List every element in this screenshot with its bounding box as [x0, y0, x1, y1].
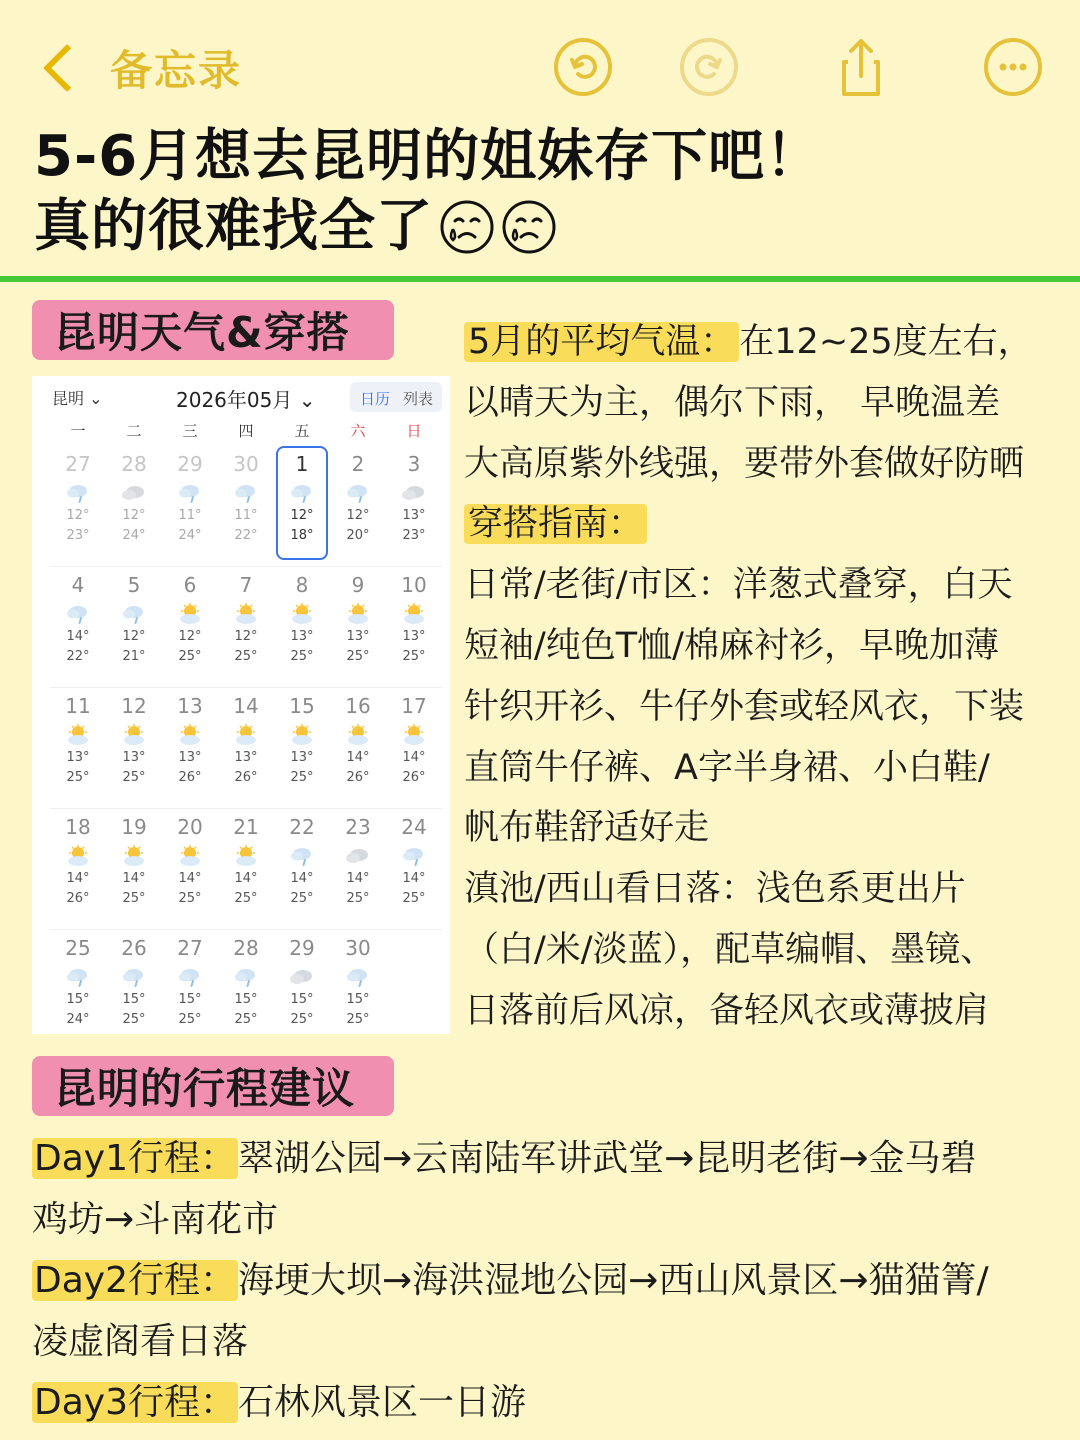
- day-number: 14: [233, 694, 259, 718]
- cloud-rain-icon: [288, 845, 316, 867]
- calendar-week-row: [50, 688, 442, 809]
- day-number: 29: [289, 936, 315, 960]
- temp-low: 12°: [122, 629, 146, 644]
- title-line-2: [34, 192, 1054, 262]
- section-heading-itinerary: 昆明的行程建议: [32, 1056, 394, 1116]
- outfit-line: 日落前后风凉，备轻风衣或薄披肩: [464, 990, 990, 1031]
- sun-cloud-icon: [176, 603, 204, 625]
- calendar-day: [386, 930, 442, 1051]
- temp-high: 23°: [66, 528, 90, 543]
- outfit-line: 日常/老街/市区：洋葱式叠穿，白天: [464, 565, 1013, 606]
- calendar-week-row: [50, 930, 442, 1051]
- day-number: 17: [401, 694, 427, 718]
- calendar-week-row: [50, 809, 442, 930]
- sun-cloud-icon: [176, 724, 204, 746]
- calendar-day[interactable]: [106, 688, 162, 808]
- day-number: 19: [121, 815, 147, 839]
- day-number: 22: [289, 815, 315, 839]
- city-selector[interactable]: 昆明 ⌄: [52, 389, 103, 408]
- sun-cloud-icon: [232, 724, 260, 746]
- temp-low: 14°: [346, 871, 370, 886]
- calendar-day[interactable]: [386, 688, 442, 808]
- temp-high: 25°: [66, 770, 90, 785]
- temp-high: 25°: [234, 649, 258, 664]
- temp-low: 13°: [122, 750, 146, 765]
- day-number: 12: [121, 694, 147, 718]
- cloud-rain-icon: [64, 603, 92, 625]
- tab-list[interactable]: 列表: [403, 390, 434, 408]
- temp-low: 12°: [66, 508, 90, 523]
- temp-high: 25°: [402, 649, 426, 664]
- temp-low: 12°: [122, 508, 146, 523]
- temp-low: 14°: [122, 871, 146, 886]
- calendar-day[interactable]: [330, 688, 386, 808]
- temp-high: 25°: [122, 1012, 146, 1027]
- temp-high: 20°: [346, 528, 370, 543]
- temp-high: 25°: [122, 770, 146, 785]
- outfit-line: 针织开衫、牛仔外套或轻风衣，下装: [464, 686, 1025, 727]
- calendar-grid: [50, 446, 442, 1051]
- temp-low: 14°: [402, 871, 426, 886]
- calendar-day[interactable]: [330, 446, 386, 566]
- temp-high: 26°: [234, 770, 258, 785]
- weekday-label: 五: [294, 422, 310, 440]
- temp-label: 5月的平均气温：: [464, 322, 739, 362]
- temp-low: 13°: [178, 750, 202, 765]
- temp-high: 25°: [346, 649, 370, 664]
- calendar-day[interactable]: [218, 688, 274, 808]
- temp-low: 13°: [66, 750, 90, 765]
- sun-cloud-icon: [64, 845, 92, 867]
- temp-low: 13°: [290, 629, 314, 644]
- outfit-line: （白/米/淡蓝），配草编帽、墨镜、: [464, 929, 996, 970]
- day1-line: [32, 1128, 1062, 1189]
- weekday-label: 日: [406, 422, 422, 440]
- day-number: 20: [177, 815, 203, 839]
- cloud-rain-icon: [344, 482, 372, 504]
- temp-high: 21°: [122, 649, 146, 664]
- day-number: 29: [177, 452, 203, 476]
- temp-low: 15°: [178, 992, 202, 1007]
- day-number: 30: [345, 936, 371, 960]
- temp-low: 12°: [346, 508, 370, 523]
- temp-high: 25°: [290, 891, 314, 906]
- cloud-rain-icon: [344, 966, 372, 988]
- weather-calendar: [32, 376, 450, 1034]
- sun-cloud-icon: [232, 603, 260, 625]
- day3-label: Day3行程：: [34, 1382, 236, 1423]
- temp-low: 11°: [178, 508, 202, 523]
- temp-high: 25°: [290, 649, 314, 664]
- calendar-day[interactable]: [218, 809, 274, 929]
- calendar-day-selected[interactable]: [274, 446, 330, 566]
- temp-high: 25°: [178, 1012, 202, 1027]
- sun-cloud-icon: [288, 724, 316, 746]
- day2-label: Day2行程：: [34, 1260, 236, 1301]
- day-number: 10: [401, 573, 427, 597]
- cloud-rain-icon: [232, 966, 260, 988]
- temp-low: 14°: [402, 750, 426, 765]
- day3-line: [32, 1372, 1062, 1433]
- cloud-rain-icon: [64, 966, 92, 988]
- temp-low: 13°: [234, 750, 258, 765]
- section-heading-weather: 昆明天气&穿搭: [32, 300, 394, 360]
- day-number: 4: [71, 573, 85, 597]
- temp-low: 13°: [290, 750, 314, 765]
- back-label: 备忘录: [110, 46, 243, 95]
- temp-high: 22°: [66, 649, 90, 664]
- temp-high: 26°: [178, 770, 202, 785]
- calendar-day[interactable]: [218, 567, 274, 687]
- day-number: 27: [177, 936, 203, 960]
- day2-route: 海埂大坝→海洪湿地公园→西山风景区→猫猫箐/: [238, 1260, 989, 1301]
- weather-line: 以晴天为主，偶尔下雨， 早晚温差: [464, 382, 1001, 423]
- temp-high: 26°: [346, 770, 370, 785]
- day1-label: Day1行程：: [34, 1138, 236, 1179]
- notes-toolbar: [0, 30, 1080, 106]
- outfit-line: 直筒牛仔裤、A字半身裙、小白鞋/: [464, 747, 990, 788]
- temp-low: 13°: [346, 629, 370, 644]
- redo-icon[interactable]: [678, 36, 740, 98]
- sun-cloud-icon: [344, 603, 372, 625]
- weather-description: [464, 312, 1074, 1042]
- calendar-day[interactable]: [50, 567, 106, 687]
- day1-route-cont: 鸡坊→斗南花市: [32, 1199, 279, 1240]
- day-number: 8: [295, 573, 309, 597]
- day-number: 5: [127, 573, 141, 597]
- cloud-rain-icon: [400, 845, 428, 867]
- temp-low: 13°: [402, 629, 426, 644]
- day2-route-cont: 凌虚阁看日落: [32, 1321, 249, 1362]
- calendar-day[interactable]: [386, 567, 442, 687]
- title-line-1: 5-6月想去昆明的姐妹存下吧！: [34, 124, 823, 189]
- month-selector[interactable]: 2026年05月 ⌄: [176, 388, 316, 412]
- title-line-2-text: 真的很难找全了: [34, 194, 433, 259]
- outfit-line: 帆布鞋舒适好走: [464, 808, 710, 849]
- day-number: 30: [233, 452, 259, 476]
- calendar-day[interactable]: [274, 930, 330, 1051]
- calendar-day[interactable]: [386, 446, 442, 566]
- temp-high: 24°: [122, 528, 146, 543]
- calendar-day[interactable]: [106, 809, 162, 929]
- calendar-day[interactable]: [386, 809, 442, 929]
- calendar-day[interactable]: [50, 930, 106, 1051]
- sun-cloud-icon: [288, 603, 316, 625]
- more-icon[interactable]: [982, 36, 1044, 98]
- weekday-label: 三: [182, 422, 198, 440]
- calendar-day[interactable]: [274, 567, 330, 687]
- calendar-week-row: [50, 567, 442, 688]
- day-number: 13: [177, 694, 203, 718]
- tab-calendar[interactable]: 日历: [360, 390, 391, 408]
- calendar-day[interactable]: [162, 930, 218, 1051]
- sun-cloud-icon: [400, 724, 428, 746]
- temp-low: 14°: [290, 871, 314, 886]
- temp-line: [464, 312, 1074, 373]
- temp-low: 14°: [178, 871, 202, 886]
- day-number: 28: [121, 452, 147, 476]
- sun-cloud-icon: [344, 724, 372, 746]
- cloud-rain-icon: [120, 603, 148, 625]
- undo-icon[interactable]: [552, 36, 614, 98]
- cloudy-icon: [288, 966, 316, 988]
- day3-route: 石林风景区一日游: [238, 1382, 527, 1423]
- temp-high: 25°: [122, 891, 146, 906]
- temp-high: 25°: [178, 649, 202, 664]
- sun-cloud-icon: [176, 845, 204, 867]
- calendar-day[interactable]: [218, 446, 274, 566]
- temp-high: 25°: [290, 770, 314, 785]
- calendar-day[interactable]: [218, 930, 274, 1051]
- calendar-week-row: [50, 446, 442, 567]
- temp-high: 25°: [346, 891, 370, 906]
- day-number: 28: [233, 936, 259, 960]
- day-number: 18: [65, 815, 91, 839]
- temp-high: 25°: [402, 891, 426, 906]
- weather-line: 大高原紫外线强，要带外套做好防晒: [464, 443, 1025, 484]
- day-number: 9: [351, 573, 365, 597]
- calendar-header: [32, 376, 450, 420]
- outfit-line: 短袖/纯色T恤/棉麻衬衫，早晚加薄: [464, 625, 999, 666]
- calendar-day[interactable]: [50, 446, 106, 566]
- crying-face-icon: [501, 199, 557, 255]
- temp-high: 22°: [234, 528, 258, 543]
- calendar-day[interactable]: [330, 567, 386, 687]
- day-number: 26: [121, 936, 147, 960]
- cloud-rain-icon: [176, 482, 204, 504]
- calendar-day[interactable]: [162, 688, 218, 808]
- temp-high: 26°: [66, 891, 90, 906]
- chevron-left-icon: [43, 44, 91, 92]
- cloud-rain-icon: [232, 482, 260, 504]
- cloud-rain-icon: [64, 482, 92, 504]
- temp-low: 14°: [66, 629, 90, 644]
- cloudy-icon: [400, 482, 428, 504]
- temp-high: 25°: [290, 1012, 314, 1027]
- sun-cloud-icon: [120, 845, 148, 867]
- calendar-day[interactable]: [106, 930, 162, 1051]
- weekday-label: 六: [350, 422, 366, 440]
- day1-route: 翠湖公园→云南陆军讲武堂→昆明老街→金马碧: [238, 1138, 977, 1179]
- calendar-day[interactable]: [162, 446, 218, 566]
- temp-low: 15°: [66, 992, 90, 1007]
- day-number: 16: [345, 694, 371, 718]
- calendar-day[interactable]: [162, 809, 218, 929]
- day-number: 23: [345, 815, 371, 839]
- divider-line: [0, 276, 1080, 282]
- weekday-label: 四: [238, 422, 254, 440]
- temp-high: 26°: [402, 770, 426, 785]
- weekday-label: 一: [70, 422, 86, 440]
- calendar-day[interactable]: [50, 688, 106, 808]
- cloud-rain-icon: [120, 966, 148, 988]
- calendar-day[interactable]: [330, 930, 386, 1051]
- day-number: 15: [289, 694, 315, 718]
- temp-low: 15°: [234, 992, 258, 1007]
- temp-high: 25°: [234, 891, 258, 906]
- cloud-rain-icon: [176, 966, 204, 988]
- temp-low: 15°: [122, 992, 146, 1007]
- day-number: 2: [351, 452, 365, 476]
- temp-text: 在12~25度左右，: [739, 322, 1033, 362]
- temp-high: 24°: [66, 1012, 90, 1027]
- cloudy-icon: [120, 482, 148, 504]
- day-number: 25: [65, 936, 91, 960]
- outfit-label: 穿搭指南：: [464, 504, 647, 544]
- temp-low: 13°: [402, 508, 426, 523]
- day-number: 7: [239, 573, 253, 597]
- sun-cloud-icon: [400, 603, 428, 625]
- day2-line: [32, 1250, 1062, 1311]
- weekday-label: 二: [126, 422, 142, 440]
- temp-high: 25°: [178, 891, 202, 906]
- day-number: 1: [295, 452, 309, 476]
- day-number: 11: [65, 694, 91, 718]
- day-number: 27: [65, 452, 91, 476]
- temp-high: 24°: [178, 528, 202, 543]
- temp-high: 23°: [402, 528, 426, 543]
- outfit-heading-line: [464, 494, 1074, 555]
- cloud-rain-icon: [288, 482, 316, 504]
- temp-low: 15°: [290, 992, 314, 1007]
- day-number: 24: [401, 815, 427, 839]
- calendar-day[interactable]: [162, 567, 218, 687]
- temp-low: 11°: [234, 508, 258, 523]
- note-title: [34, 122, 1054, 262]
- temp-low: 12°: [234, 629, 258, 644]
- temp-high: 25°: [346, 1012, 370, 1027]
- day-number: 3: [407, 452, 421, 476]
- crying-face-icon: [439, 199, 495, 255]
- cloudy-icon: [344, 845, 372, 867]
- calendar-day[interactable]: [274, 688, 330, 808]
- sun-cloud-icon: [120, 724, 148, 746]
- back-button[interactable]: [36, 38, 242, 98]
- temp-high: 18°: [290, 528, 314, 543]
- temp-low: 14°: [346, 750, 370, 765]
- sun-cloud-icon: [64, 724, 92, 746]
- temp-low: 12°: [290, 508, 314, 523]
- day-number: 6: [183, 573, 197, 597]
- temp-low: 15°: [346, 992, 370, 1007]
- calendar-day[interactable]: [50, 809, 106, 929]
- sun-cloud-icon: [232, 845, 260, 867]
- itinerary: [32, 1128, 1062, 1433]
- weekday-header: [50, 420, 442, 441]
- calendar-day[interactable]: [106, 567, 162, 687]
- calendar-day[interactable]: [106, 446, 162, 566]
- calendar-day[interactable]: [274, 809, 330, 929]
- share-icon[interactable]: [830, 36, 892, 98]
- outfit-line: 滇池/西山看日落：浅色系更出片: [464, 869, 966, 910]
- temp-high: 25°: [234, 1012, 258, 1027]
- calendar-day[interactable]: [330, 809, 386, 929]
- temp-low: 12°: [178, 629, 202, 644]
- temp-low: 14°: [234, 871, 258, 886]
- temp-low: 14°: [66, 871, 90, 886]
- day-number: 21: [233, 815, 259, 839]
